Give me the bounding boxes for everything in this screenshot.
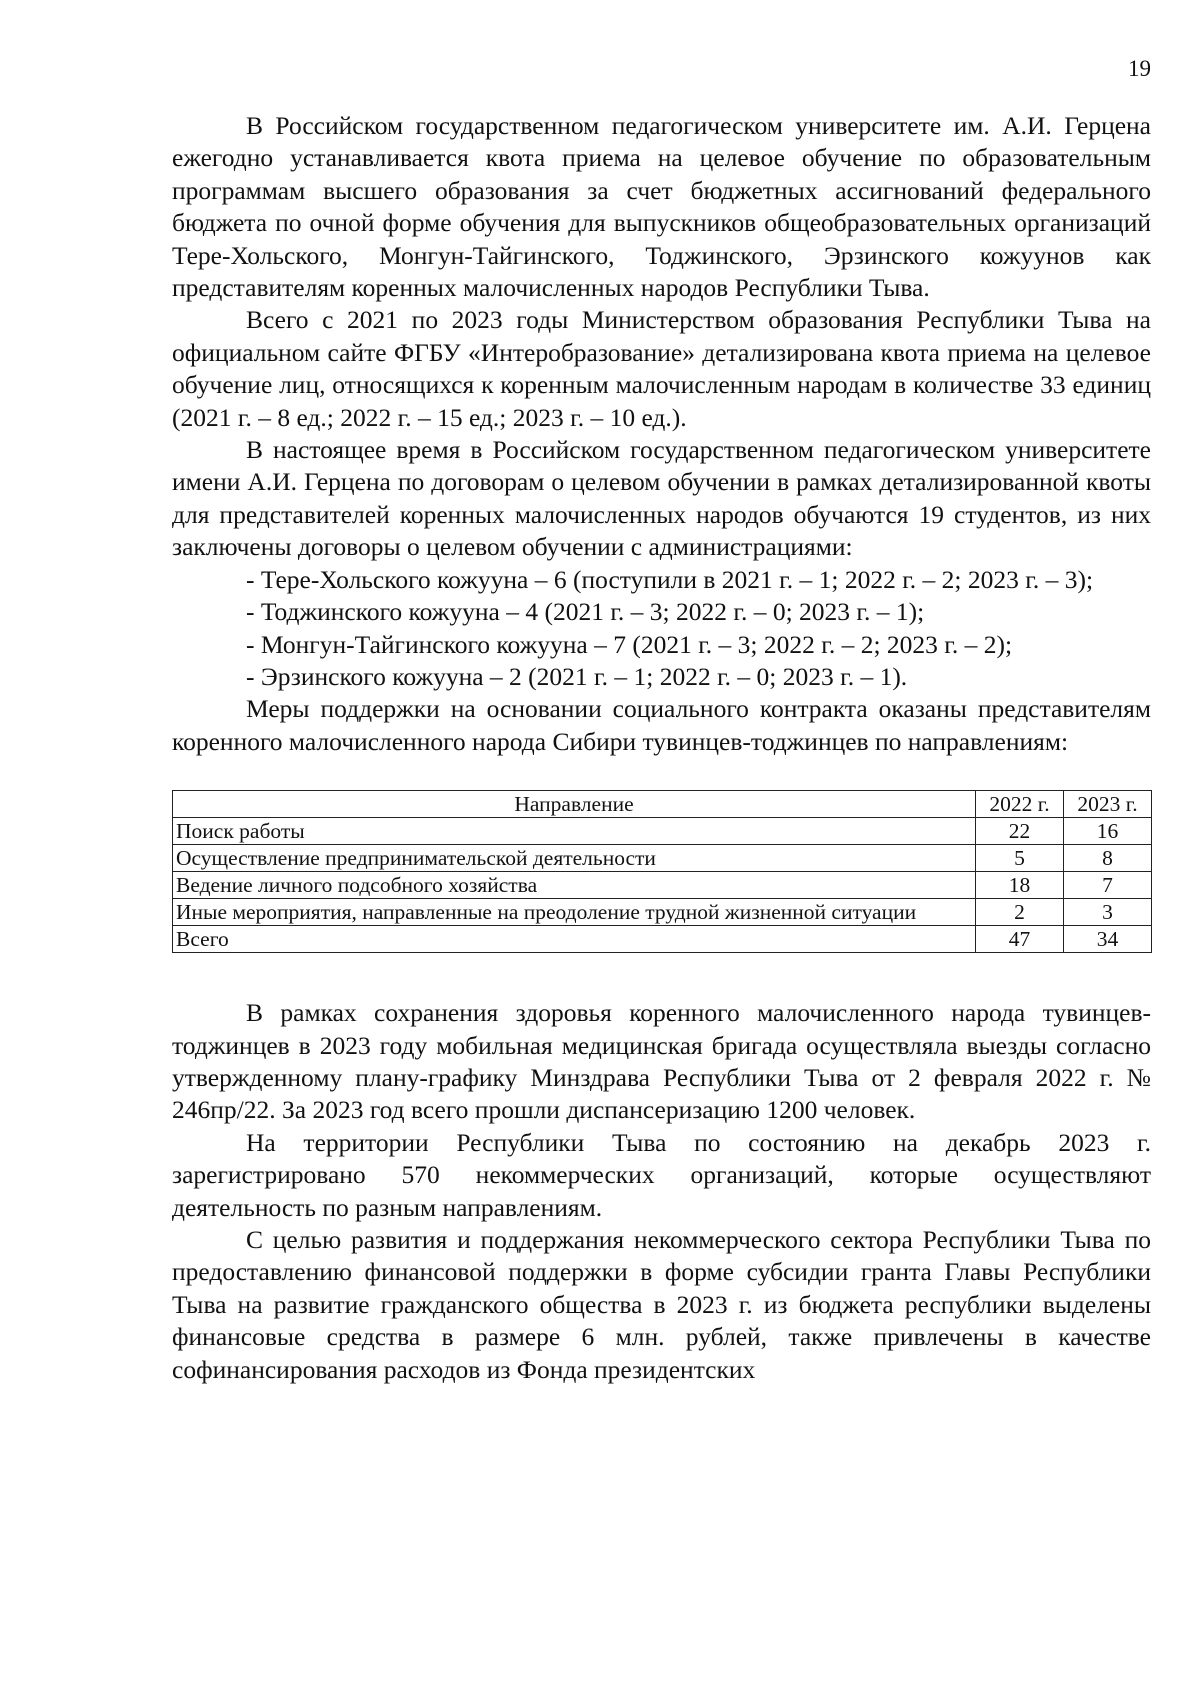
- header-2023: 2023 г.: [1064, 791, 1152, 818]
- support-measures-table-wrapper: [172, 790, 1151, 953]
- list-item-tere-khol: - Тере-Хольского кожууна – 6 (поступили в 2021 г. – 1; 2022 г. – 2; 2023 г. – 3);: [246, 564, 1094, 594]
- cell-2023: 8: [1064, 845, 1152, 872]
- cell-direction: Ведение личного подсобного хозяйства: [173, 872, 976, 899]
- cell-direction: Всего: [173, 926, 976, 953]
- paragraph-nko: На территории Республики Тыва по состоянию на декабрь 2023 г. зарегистрировано 570 некоммерческих организаций, которые осуществляют деятельность по разным направлениям.: [172, 1127, 1151, 1222]
- cell-2023: 34: [1064, 926, 1152, 953]
- header-2022: 2022 г.: [976, 791, 1064, 818]
- table-header-row: [173, 791, 1152, 818]
- cell-direction: Осуществление предпринимательской деятельности: [173, 845, 976, 872]
- cell-2023: 7: [1064, 872, 1152, 899]
- header-direction: Направление: [173, 791, 976, 818]
- paragraph-grant: С целью развития и поддержания некоммерческого сектора Республики Тыва по предоставлению финансовой поддержки в форме субсидии гранта Главы Республики Тыва на развитие гражданского общества в 2023 г. из бюджета республики выделены финансовые средства в размере 6 млн. рублей, также привлечены в качестве софинансирования расходов из Фонда президентских: [172, 1224, 1151, 1384]
- cell-direction: Иные мероприятия, направленные на преодоление трудной жизненной ситуации: [173, 899, 976, 926]
- page-number: 19: [1128, 56, 1151, 81]
- cell-direction: Поиск работы: [173, 818, 976, 845]
- support-measures-table: [172, 790, 1152, 953]
- list-item-erzin: - Эрзинского кожууна – 2 (2021 г. – 1; 2022 г. – 0; 2023 г. – 1).: [246, 661, 908, 691]
- cell-2022: 2: [976, 899, 1064, 926]
- paragraph-table-intro: Меры поддержки на основании социального контракта оказаны представителям коренного малочисленного народа Сибири тувинцев-тоджинцев по направлениям:: [172, 694, 1151, 756]
- table-row: [173, 845, 1152, 872]
- cell-2022: 22: [976, 818, 1064, 845]
- cell-2022: 47: [976, 926, 1064, 953]
- list-item-mongun-taiga: - Монгун-Тайгинского кожууна – 7 (2021 г. – 3; 2022 г. – 2; 2023 г. – 2);: [246, 629, 1013, 659]
- list-item-todzha: - Тоджинского кожууна – 4 (2021 г. – 3; 2022 г. – 0; 2023 г. – 1);: [246, 597, 925, 627]
- cell-2022: 18: [976, 872, 1064, 899]
- paragraph-current-students: В настоящее время в Российском государственном педагогическом университете имени А.И. Герцена по договорам о целевом обучении в рамках детализированной квоты для представителей коренных малочисленных народов обучаются 19 студентов, из них заключены договоры о целевом обучении с администрациями:: [172, 435, 1151, 562]
- cell-2022: 5: [976, 845, 1064, 872]
- paragraph-quota: В Российском государственном педагогическом университете им. А.И. Герцена ежегодно устанавливается квота приема на целевое обучение по образовательным программам высшего образования за счет бюджетных ассигнований федерального бюджета по очной форме обучения для выпускников общеобразовательных организаций Тере-Хольского, Монгун-Тайгинского, Тоджинского, Эрзинского кожуунов как представителям коренных малочисленных народов Республики Тыва.: [172, 111, 1151, 303]
- paragraph-total-quota: Всего с 2021 по 2023 годы Министерством образования Республики Тыва на официальном сайте ФГБУ «Интеробразование» детализирована квота приема на целевое обучение лиц, относящихся к коренным малочисленным народам в количестве 33 единиц (2021 г. – 8 ед.; 2022 г. – 15 ед.; 2023 г. – 10 ед.).: [172, 305, 1151, 432]
- cell-2023: 3: [1064, 899, 1152, 926]
- table-row: [173, 818, 1152, 845]
- table-total-row: [173, 926, 1152, 953]
- cell-2023: 16: [1064, 818, 1152, 845]
- document-body: [172, 110, 1151, 1386]
- table-row: [173, 872, 1152, 899]
- paragraph-health: В рамках сохранения здоровья коренного малочисленного народа тувинцев-тоджинцев в 2023 году мобильная медицинская бригада осуществляла выезды согласно утвержденному плану-графику Минздрава Республики Тыва от 2 февраля 2022 г. № 246пр/22. За 2023 год всего прошли диспансеризацию 1200 человек.: [172, 998, 1151, 1125]
- table-row: [173, 899, 1152, 926]
